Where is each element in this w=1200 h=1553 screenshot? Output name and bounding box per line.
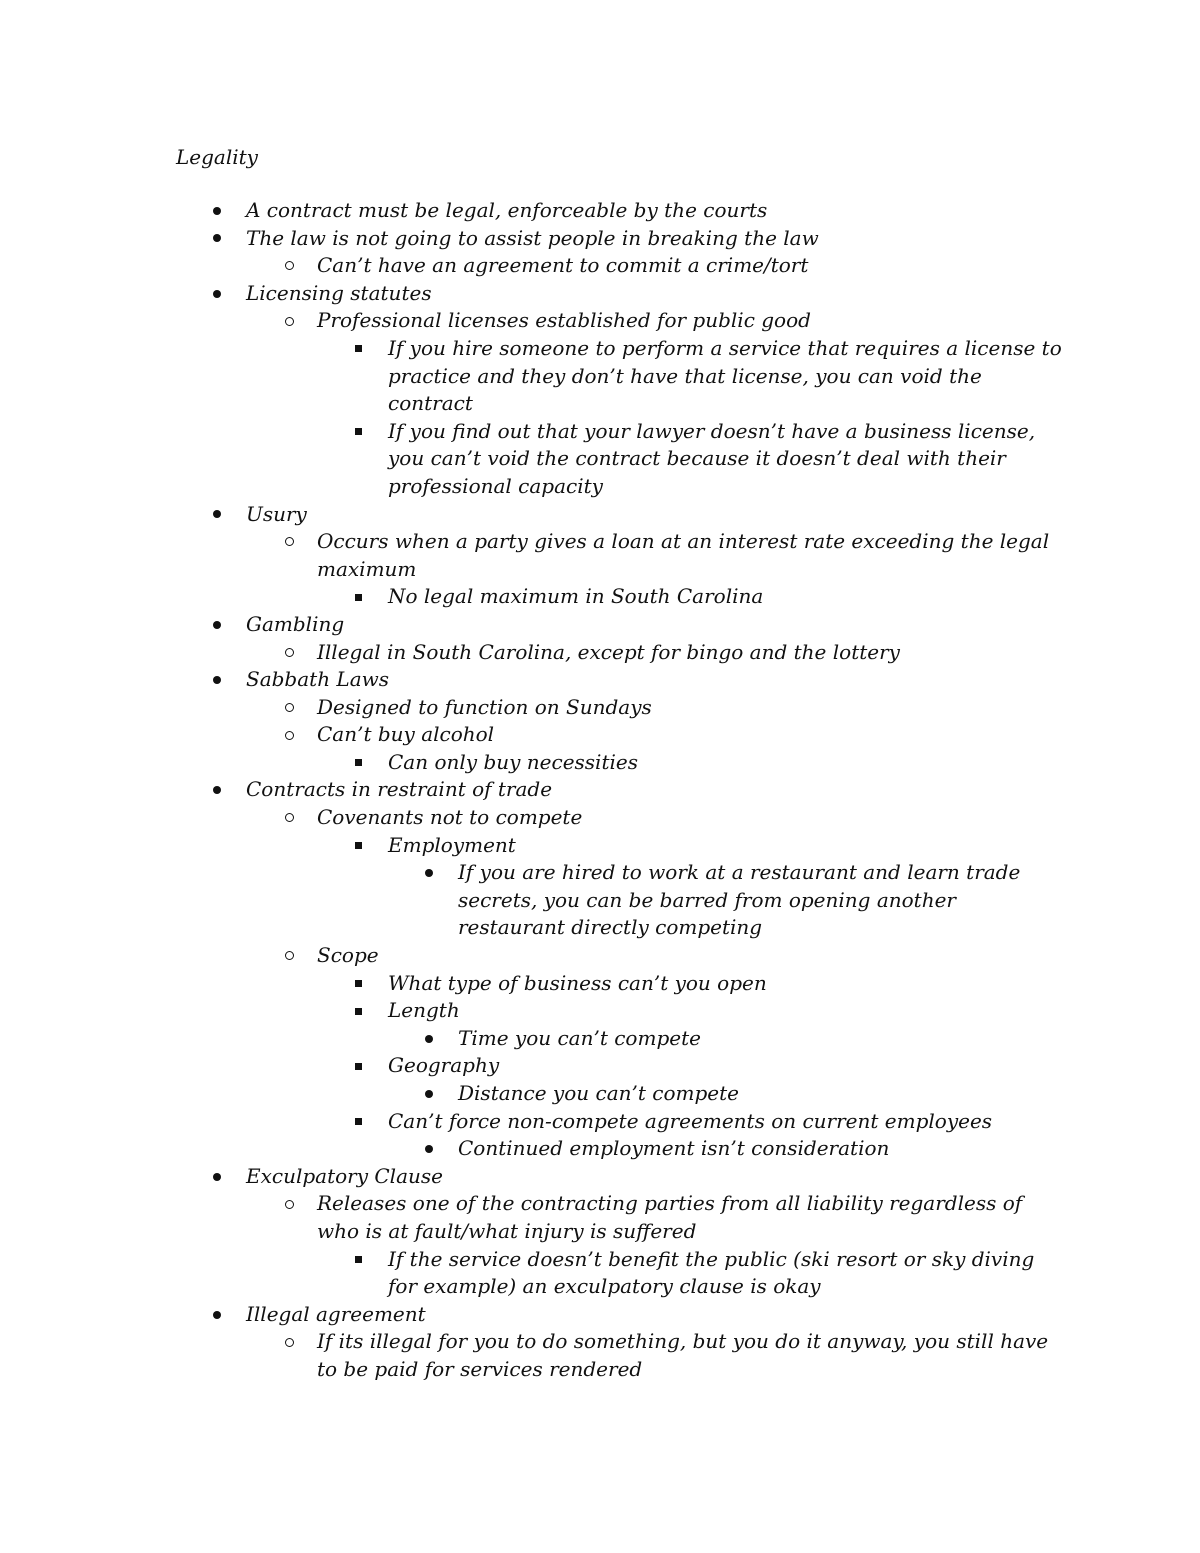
list-item-level-2	[0, 721, 1200, 749]
bullet-dot-icon	[209, 666, 225, 694]
bullet-circle-icon	[281, 1328, 297, 1356]
list-item-text: Employment	[388, 832, 516, 857]
bullet-square-icon	[350, 970, 366, 998]
bullet-dot-icon	[209, 611, 225, 639]
list-item-text: Illegal agreement	[246, 1301, 426, 1326]
list-item-level-1	[0, 1163, 1200, 1191]
list-item-text: Professional licenses established for public good	[317, 308, 811, 333]
list-item-line: for example) an exculpatory clause is okay	[388, 1274, 821, 1299]
list-item-text: Licensing statutes	[246, 280, 432, 305]
list-item-text: Can only buy necessities	[388, 749, 638, 774]
bullet-outline	[0, 197, 1200, 1384]
bullet-circle-icon	[281, 1190, 297, 1218]
list-item-text: What type of business can’t you open	[388, 970, 767, 995]
list-item-line: contract	[388, 391, 473, 416]
list-item-text	[388, 1246, 1038, 1301]
list-item-text: Contracts in restraint of trade	[246, 777, 553, 802]
list-item-level-1	[0, 611, 1200, 639]
list-item-level-1	[0, 666, 1200, 694]
list-item-level-1	[0, 1301, 1200, 1329]
bullet-dot-icon	[209, 1301, 225, 1329]
list-item-line: practice and they don’t have that license, you can void the	[388, 363, 982, 388]
bullet-dot-icon	[209, 197, 225, 225]
bullet-square-icon	[350, 418, 366, 446]
bullet-square-icon	[350, 583, 366, 611]
list-item-level-2	[0, 307, 1200, 335]
list-item-line: If the service doesn’t benefit the public (ski resort or sky diving	[388, 1246, 1035, 1271]
list-item-level-3	[0, 418, 1200, 501]
list-item-text: Distance you can’t compete	[458, 1081, 739, 1105]
bullet-dot-icon	[209, 1163, 225, 1191]
bullet-circle-icon	[281, 528, 297, 556]
list-item-level-3	[0, 1108, 1200, 1136]
bullet-square-icon	[350, 997, 366, 1025]
list-item-level-3	[0, 832, 1200, 860]
list-item-level-3	[0, 749, 1200, 777]
list-item-level-2	[0, 639, 1200, 667]
list-item-line: maximum	[317, 556, 417, 581]
list-item-text: Geography	[388, 1053, 500, 1078]
bullet-circle-icon	[281, 804, 297, 832]
list-item-level-2	[0, 528, 1200, 583]
bullet-circle-icon	[281, 721, 297, 749]
list-item-text: No legal maximum in South Carolina	[388, 584, 764, 609]
list-item-line: who is at fault/what injury is suffered	[317, 1218, 697, 1243]
list-item-line: If you find out that your lawyer doesn’t have a business license,	[388, 418, 1036, 443]
list-item-line: restaurant directly competing	[458, 915, 763, 940]
list-item-level-4	[0, 1135, 1200, 1163]
bullet-circle-icon	[281, 694, 297, 722]
list-item-line: Releases one of the contracting parties from all liability regardless of	[317, 1191, 1023, 1216]
bullet-dot-icon	[421, 859, 437, 887]
list-item-text: Illegal in South Carolina, except for bingo and the lottery	[317, 639, 900, 664]
list-item-text: Exculpatory Clause	[246, 1163, 443, 1188]
list-item-line: Occurs when a party gives a loan at an interest rate exceeding the legal	[317, 529, 1050, 554]
list-item-level-2	[0, 942, 1200, 970]
bullet-square-icon	[350, 1052, 366, 1080]
list-item-text	[317, 1190, 1022, 1245]
list-item-text: The law is not going to assist people in breaking the law	[246, 225, 819, 250]
bullet-dot-icon	[209, 776, 225, 804]
list-item-level-4	[0, 1080, 1200, 1108]
list-item-level-1	[0, 501, 1200, 529]
list-item-level-4	[0, 1025, 1200, 1053]
list-item-text	[458, 859, 1021, 942]
bullet-circle-icon	[281, 307, 297, 335]
list-item-line: If its illegal for you to do something, but you do it anyway, you still have	[317, 1329, 1049, 1354]
list-item-level-3	[0, 997, 1200, 1025]
list-item-level-2	[0, 804, 1200, 832]
bullet-square-icon	[350, 749, 366, 777]
list-item-text	[388, 418, 1038, 501]
list-item-level-1	[0, 776, 1200, 804]
list-item-level-1	[0, 197, 1200, 225]
bullet-circle-icon	[281, 252, 297, 280]
list-item-text: Gambling	[246, 611, 345, 636]
bullet-dot-icon	[421, 1135, 437, 1163]
list-item-level-1	[0, 225, 1200, 253]
list-item-text: Designed to function on Sundays	[317, 694, 652, 719]
page-title: Legality	[176, 145, 258, 169]
list-item-level-2	[0, 1190, 1200, 1245]
list-item-text: Sabbath Laws	[246, 667, 390, 692]
bullet-square-icon	[350, 335, 366, 363]
bullet-circle-icon	[281, 942, 297, 970]
list-item-level-3	[0, 970, 1200, 998]
list-item-line: If you hire someone to perform a service that requires a license to	[388, 335, 1062, 360]
list-item-level-3	[0, 335, 1200, 418]
list-item-text: Continued employment isn’t consideration	[458, 1136, 890, 1161]
list-item-text	[317, 528, 1050, 583]
list-item-level-4	[0, 859, 1200, 942]
list-item-level-3	[0, 1246, 1200, 1301]
bullet-dot-icon	[421, 1080, 437, 1108]
list-item-text: Time you can’t compete	[458, 1025, 701, 1050]
list-item-line: secrets, you can be barred from opening another	[458, 887, 956, 912]
bullet-circle-icon	[281, 639, 297, 667]
bullet-dot-icon	[421, 1025, 437, 1053]
list-item-level-3	[0, 1052, 1200, 1080]
list-item-text: Usury	[246, 501, 307, 526]
list-item-text: Can’t buy alcohol	[317, 722, 495, 747]
list-item-text: Length	[388, 998, 460, 1023]
bullet-square-icon	[350, 832, 366, 860]
bullet-dot-icon	[209, 501, 225, 529]
bullet-square-icon	[350, 1246, 366, 1274]
list-item-text: Covenants not to compete	[317, 805, 583, 830]
list-item-line: professional capacity	[388, 473, 603, 498]
list-item-text: Can’t force non-compete agreements on current employees	[388, 1108, 993, 1133]
list-item-text	[388, 335, 1062, 418]
bullet-dot-icon	[209, 225, 225, 253]
list-item-text	[317, 1328, 1049, 1383]
list-item-line: to be paid for services rendered	[317, 1356, 643, 1381]
list-item-line: If you are hired to work at a restaurant and learn trade	[458, 860, 1021, 885]
list-item-level-1	[0, 280, 1200, 308]
list-item-level-2	[0, 694, 1200, 722]
list-item-text: A contract must be legal, enforceable by the courts	[246, 198, 768, 222]
list-item-level-3	[0, 583, 1200, 611]
bullet-square-icon	[350, 1108, 366, 1136]
list-item-level-2	[0, 1328, 1200, 1383]
list-item-text: Can’t have an agreement to commit a crime/tort	[317, 253, 809, 278]
list-item-text: Scope	[317, 943, 379, 968]
list-item-level-2	[0, 252, 1200, 280]
bullet-dot-icon	[209, 280, 225, 308]
list-item-line: you can’t void the contract because it doesn’t deal with their	[388, 446, 1006, 471]
